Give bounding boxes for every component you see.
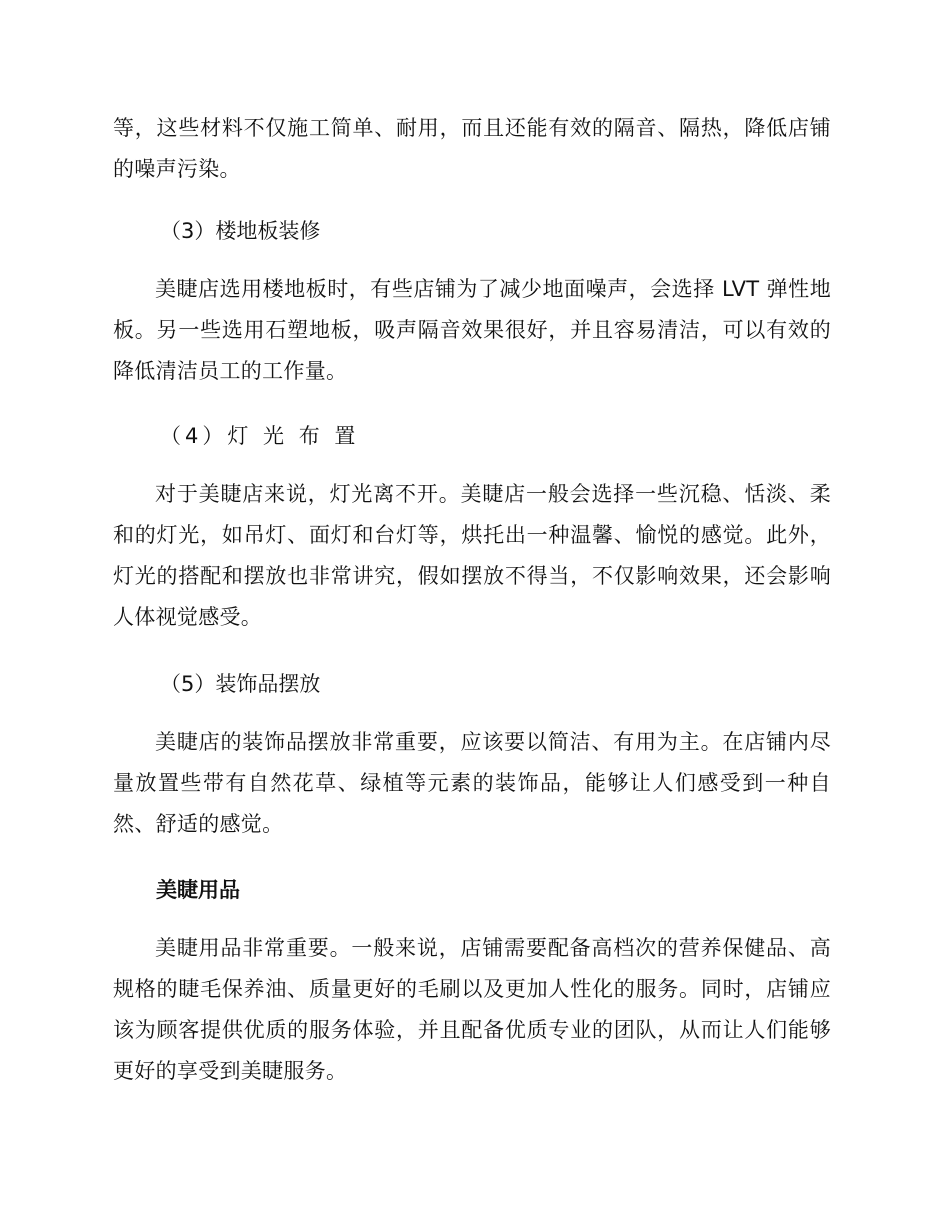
paragraph-insulation-materials: 等，这些材料不仅施工简单、耐用，而且还能有效的隔音、隔热，降低店铺的噪声污染。 (113, 116, 831, 181)
heading-lighting-layout: （4）灯 光 布 置 (160, 424, 360, 448)
paragraph-eyelash-supplies: 美睫用品非常重要。一般来说，店铺需要配备高档次的营养保健品、高规格的睫毛保养油、质量更好的毛刷以及更加人性化的服务。同时，店铺应该为顾客提供优质的服务体验，并且配备优质专业的团队，从而让人们能够更好的享受到美睫服务。 (113, 936, 831, 1083)
paragraph-decor-placement: 美睫店的装饰品摆放非常重要，应该要以简洁、有用为主。在店铺内尽量放置些带有自然花草、绿植等元素的装饰品，能够让人们感受到一种自然、舒适的感觉。 (113, 730, 831, 836)
heading-decor-placement: （5）装饰品摆放 (160, 672, 321, 696)
section-title-eyelash-supplies: 美睫用品 (156, 878, 240, 902)
heading-floor-decoration: （3）楼地板装修 (160, 219, 321, 243)
paragraph-floor-decoration: 美睫店选用楼地板时，有些店铺为了减少地面噪声，会选择 LVT 弹性地板。另一些选用石塑地板，吸声隔音效果很好，并且容易清洁，可以有效的降低清洁员工的工作量。 (113, 277, 831, 383)
paragraph-lighting-layout: 对于美睫店来说，灯光离不开。美睫店一般会选择一些沉稳、恬淡、柔和的灯光，如吊灯、面灯和台灯等，烘托出一种温馨、愉悦的感觉。此外，灯光的搭配和摆放也非常讲究，假如摆放不得当，不仅影响效果，还会影响人体视觉感受。 (113, 482, 831, 629)
